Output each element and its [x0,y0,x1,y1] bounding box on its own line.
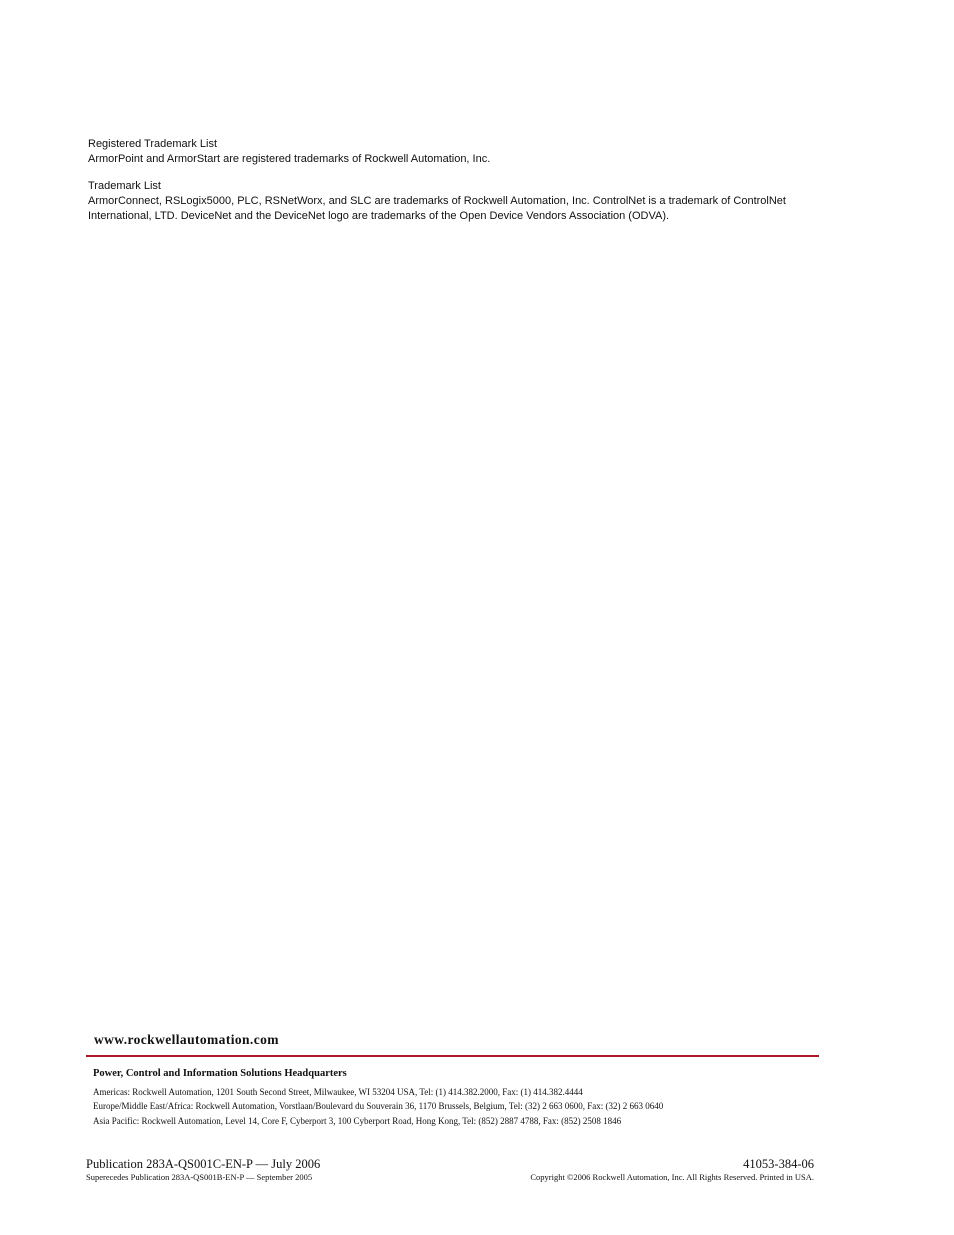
footer-divider [86,1055,819,1057]
trademark-heading: Trademark List [88,180,161,192]
publication-number: Publication 283A-QS001C-EN-P — July 2006 [86,1157,321,1171]
copyright-notice: Copyright ©2006 Rockwell Automation, Inc. All Rights Reserved. Printed in USA. [530,1172,814,1182]
trademark-section [88,179,838,224]
address-americas: Americas: Rockwell Automation, 1201 South Second Street, Milwaukee, WI 53204 USA, Tel: (1) 414.382.2000, Fax: (1) 414.382.4444 [93,1087,583,1097]
supersedes-note: Superecedes Publication 283A-QS001B-EN-P — September 2005 [86,1172,313,1182]
part-number: 41053-384-06 [743,1157,814,1171]
website-link[interactable]: www.rockwellautomation.com [94,1032,279,1047]
trademark-text-line-2: International, LTD. DeviceNet and the DeviceNet logo are trademarks of the Open Device Vendors Association (ODVA). [88,210,670,222]
address-asia-pacific: Asia Pacific: Rockwell Automation, Level 14, Core F, Cyberport 3, 100 Cyberport Road, Hong Kong, Tel: (852) 2887 4788, Fax: (852) 2508 1846 [93,1116,622,1126]
registered-trademark-section [88,137,838,167]
registered-trademark-heading: Registered Trademark List [88,138,217,150]
headquarters-title: Power, Control and Information Solutions Headquarters [93,1068,347,1079]
trademark-text-line-1: ArmorConnect, RSLogix5000, PLC, RSNetWorx, and SLC are trademarks of Rockwell Automation, Inc. ControlNet is a trademark of ControlNet [88,195,786,207]
address-europe: Europe/Middle East/Africa: Rockwell Automation, Vorstlaan/Boulevard du Souverain 36, 1170 Brussels, Belgium, Tel: (32) 2 663 0600, Fax: (32) 2 663 0640 [93,1101,664,1111]
registered-trademark-text: ArmorPoint and ArmorStart are registered trademarks of Rockwell Automation, Inc. [88,153,491,165]
